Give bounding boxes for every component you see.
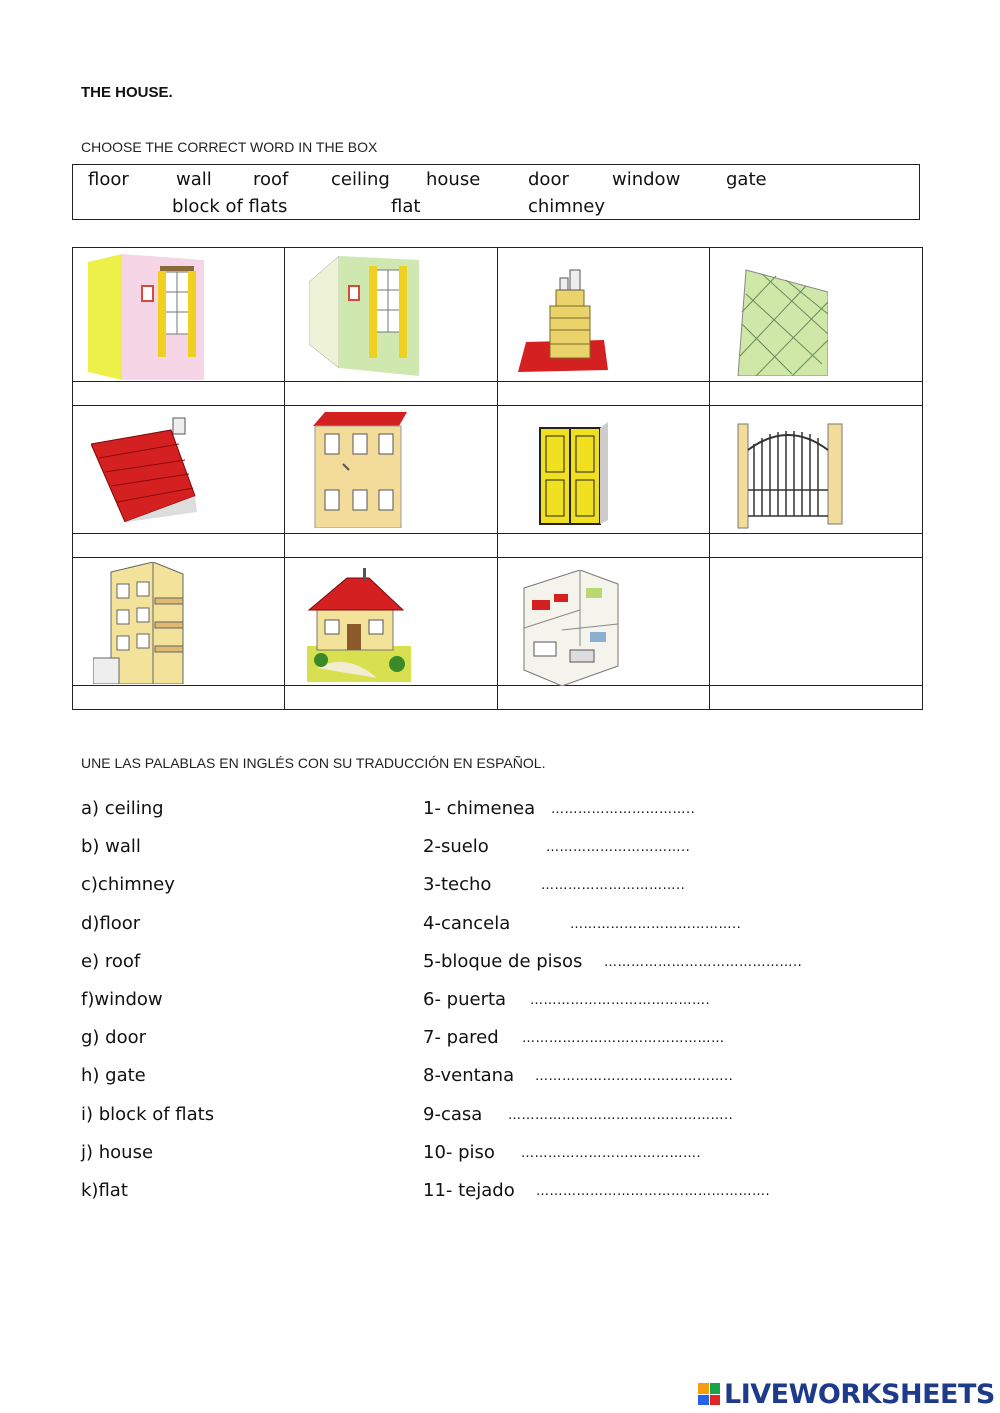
answer-cell[interactable]	[710, 534, 923, 558]
page-title: THE HOUSE.	[81, 84, 173, 101]
english-word: b) wall	[81, 836, 141, 858]
english-word: j) house	[81, 1141, 154, 1163]
logo-mark-icon	[698, 1383, 720, 1405]
spanish-word: 4-cancela	[423, 912, 511, 934]
word-box-item: flat	[391, 196, 421, 217]
picture-cell	[285, 248, 498, 382]
answer-blank[interactable]: ………………………………..	[570, 916, 742, 932]
answer-cell[interactable]	[498, 534, 710, 558]
house-facade-picture	[313, 412, 407, 528]
block-of-flats-picture	[93, 562, 189, 684]
logo-text: LIVEWORKSHEETS	[724, 1378, 995, 1410]
spanish-word: 7- pared	[423, 1027, 499, 1049]
picture-cell	[710, 406, 923, 534]
picture-cell	[285, 406, 498, 534]
answer-blank[interactable]: ………………………………………	[522, 1031, 725, 1047]
flat-interior-picture	[520, 570, 622, 686]
picture-cell	[710, 248, 923, 382]
english-word: g) door	[81, 1027, 147, 1049]
answer-cell[interactable]	[73, 686, 285, 710]
spanish-word: 1- chimenea	[423, 798, 536, 819]
picture-cell	[73, 248, 285, 382]
word-box-item: chimney	[528, 196, 605, 217]
answer-cell[interactable]	[710, 686, 923, 710]
chimney-picture	[518, 266, 610, 372]
answer-blank[interactable]: …………………………………………..	[508, 1107, 734, 1123]
word-box-item: floor	[88, 169, 129, 190]
instruction-match-translation: UNE LAS PALABLAS EN INGLÉS CON SU TRADUCCIÓN EN ESPAÑOL.	[81, 755, 546, 771]
picture-cell	[73, 558, 285, 686]
english-word: c)chimney	[81, 874, 175, 896]
spanish-word: 11- tejado	[423, 1180, 515, 1201]
word-box-item: roof	[253, 169, 289, 190]
instruction-choose-word: CHOOSE THE CORRECT WORD IN THE BOX	[81, 139, 378, 155]
gate-picture	[736, 420, 848, 530]
english-word: a) ceiling	[81, 798, 164, 819]
answer-cell[interactable]	[710, 382, 923, 406]
answer-blank[interactable]: …………………………..	[546, 840, 691, 856]
word-box-item: ceiling	[331, 169, 390, 190]
picture-cell	[498, 558, 710, 686]
house-picture	[307, 568, 411, 682]
answer-blank[interactable]: ………………………………….	[521, 1145, 702, 1161]
picture-cell	[73, 406, 285, 534]
spanish-word: 6- puerta	[423, 989, 507, 1010]
answer-cell[interactable]	[285, 686, 498, 710]
answer-blank[interactable]: ………………………………….	[530, 993, 711, 1008]
word-box-item: wall	[176, 169, 212, 190]
word-box-item: gate	[726, 169, 767, 190]
english-word: i) block of flats	[81, 1103, 215, 1125]
wall-with-window-picture	[88, 254, 204, 380]
word-box-item: window	[612, 169, 681, 190]
spanish-word: 2-suelo	[423, 836, 489, 858]
answer-cell[interactable]	[498, 686, 710, 710]
english-word: d)floor	[81, 912, 141, 934]
answer-blank[interactable]: ……………………………………..	[604, 954, 803, 970]
spanish-word: 5-bloque de pisos	[423, 950, 583, 972]
answer-blank[interactable]: …………………………………………….	[536, 1184, 771, 1199]
word-box	[72, 164, 920, 220]
picture-grid	[72, 247, 923, 710]
empty-picture-cell	[710, 558, 923, 686]
door-picture	[538, 420, 618, 526]
english-word: k)flat	[81, 1180, 128, 1201]
spanish-word: 9-casa	[423, 1103, 483, 1125]
spanish-word: 3-techo	[423, 874, 492, 896]
answer-blank[interactable]: …………………………..	[541, 878, 686, 894]
answer-blank[interactable]: …………………………..	[551, 802, 696, 817]
word-box-item: block of flats	[172, 196, 288, 217]
picture-cell	[498, 248, 710, 382]
ceiling-corner-picture	[309, 256, 419, 376]
answer-cell[interactable]	[73, 382, 285, 406]
answer-cell[interactable]	[285, 382, 498, 406]
english-word: e) roof	[81, 950, 141, 972]
english-word: h) gate	[81, 1065, 146, 1087]
word-box-item: door	[528, 169, 569, 190]
english-word: f)window	[81, 989, 163, 1010]
word-box-item: house	[426, 169, 481, 190]
spanish-word: 10- piso	[423, 1141, 495, 1163]
picture-cell	[285, 558, 498, 686]
answer-cell[interactable]	[73, 534, 285, 558]
answer-cell[interactable]	[285, 534, 498, 558]
liveworksheets-logo	[698, 1378, 995, 1410]
spanish-word: 8-ventana	[423, 1065, 515, 1087]
answer-cell[interactable]	[498, 382, 710, 406]
floor-tiles-picture	[732, 264, 828, 376]
roof-picture	[91, 414, 197, 522]
picture-cell	[498, 406, 710, 534]
answer-blank[interactable]: ……………………………………..	[535, 1069, 734, 1085]
